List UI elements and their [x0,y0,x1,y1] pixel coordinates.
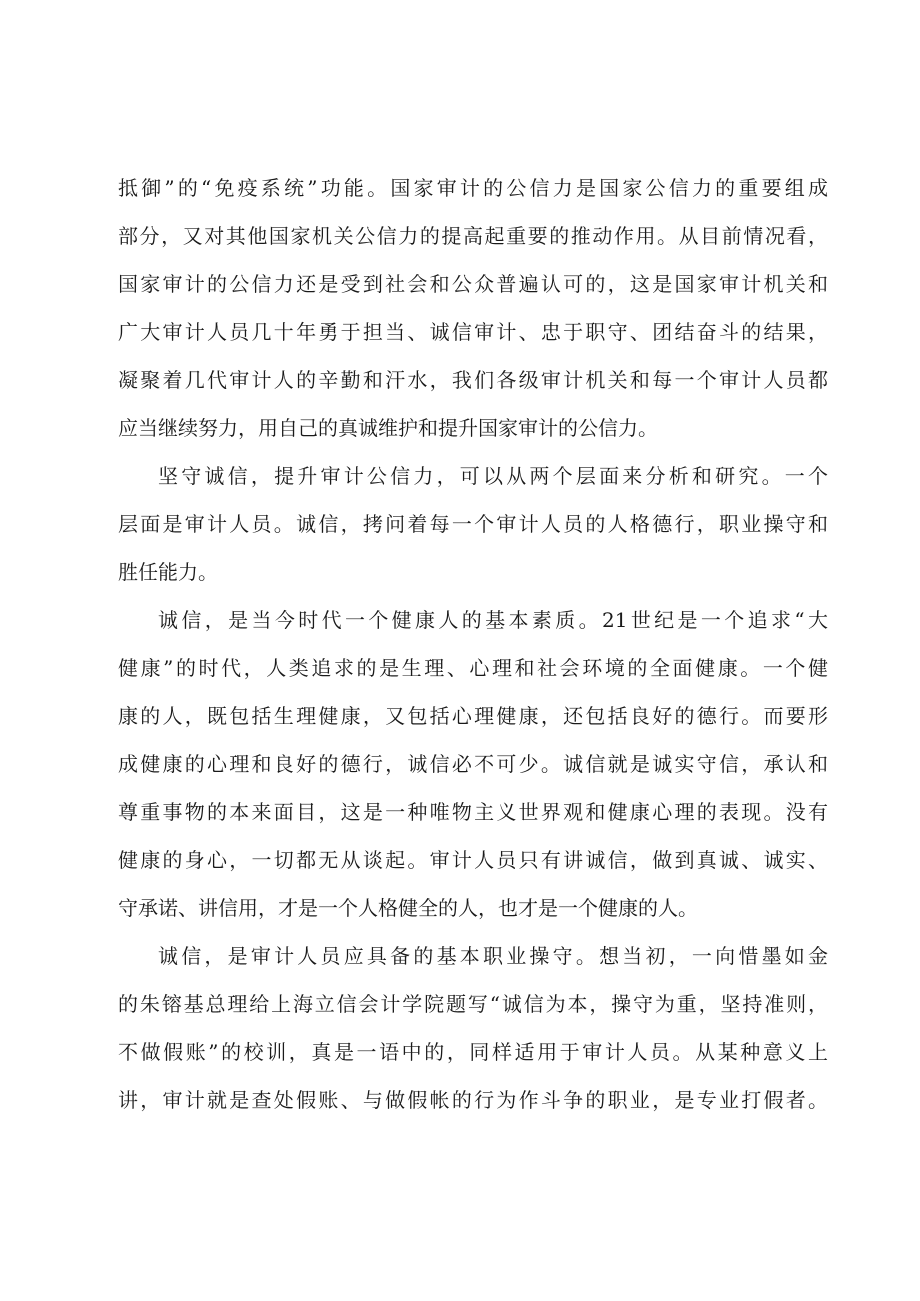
text-line: 层面是审计人员。诚信，拷问着每一个审计人员的人格德行，职业操守和 [118,512,828,536]
text-line: 应当继续努力，用自己的真诚维护和提升国家审计的公信力。 [118,416,658,440]
text-line: 凝聚着几代审计人的辛勤和汗水，我们各级审计机关和每一个审计人员都 [118,368,828,392]
text-line: 抵御”的“免疫系统”功能。国家审计的公信力是国家公信力的重要组成 [118,176,828,200]
text-line: 守承诺、讲信用，才是一个人格健全的人，也才是一个健康的人。 [118,896,698,920]
text-line: 部分，又对其他国家机关公信力的提高起重要的推动作用。从目前情况看， [118,224,828,248]
text-line: 成健康的心理和良好的德行，诚信必不可少。诚信就是诚实守信，承认和 [118,752,828,776]
text-line: 广大审计人员几十年勇于担当、诚信审计、忠于职守、团结奋斗的结果， [118,320,828,344]
text-line: 诚信，是审计人员应具备的基本职业操守。想当初，一向惜墨如金 [158,944,828,968]
text-line: 尊重事物的本来面目，这是一种唯物主义世界观和健康心理的表现。没有 [118,800,828,824]
body-text [118,164,828,1124]
text-line: 国家审计的公信力还是受到社会和公众普遍认可的，这是国家审计机关和 [118,272,828,296]
text-line: 胜任能力。 [118,560,218,584]
text-line: 不做假账”的校训，真是一语中的，同样适用于审计人员。从某种意义上 [118,1040,828,1064]
text-line: 诚信，是当今时代一个健康人的基本素质。21世纪是一个追求“大 [158,608,828,632]
text-line: 健康的身心，一切都无从谈起。审计人员只有讲诚信，做到真诚、诚实、 [118,848,828,872]
text-line: 康的人，既包括生理健康，又包括心理健康，还包括良好的德行。而要形 [118,704,828,728]
text-line: 健康”的时代，人类追求的是生理、心理和社会环境的全面健康。一个健 [118,656,828,680]
text-line: 坚守诚信，提升审计公信力，可以从两个层面来分析和研究。一个 [158,464,828,488]
text-line: 的朱镕基总理给上海立信会计学院题写“诚信为本，操守为重，坚持准则， [118,992,828,1016]
text-line: 讲，审计就是查处假账、与做假帐的行为作斗争的职业，是专业打假者。 [118,1088,828,1112]
